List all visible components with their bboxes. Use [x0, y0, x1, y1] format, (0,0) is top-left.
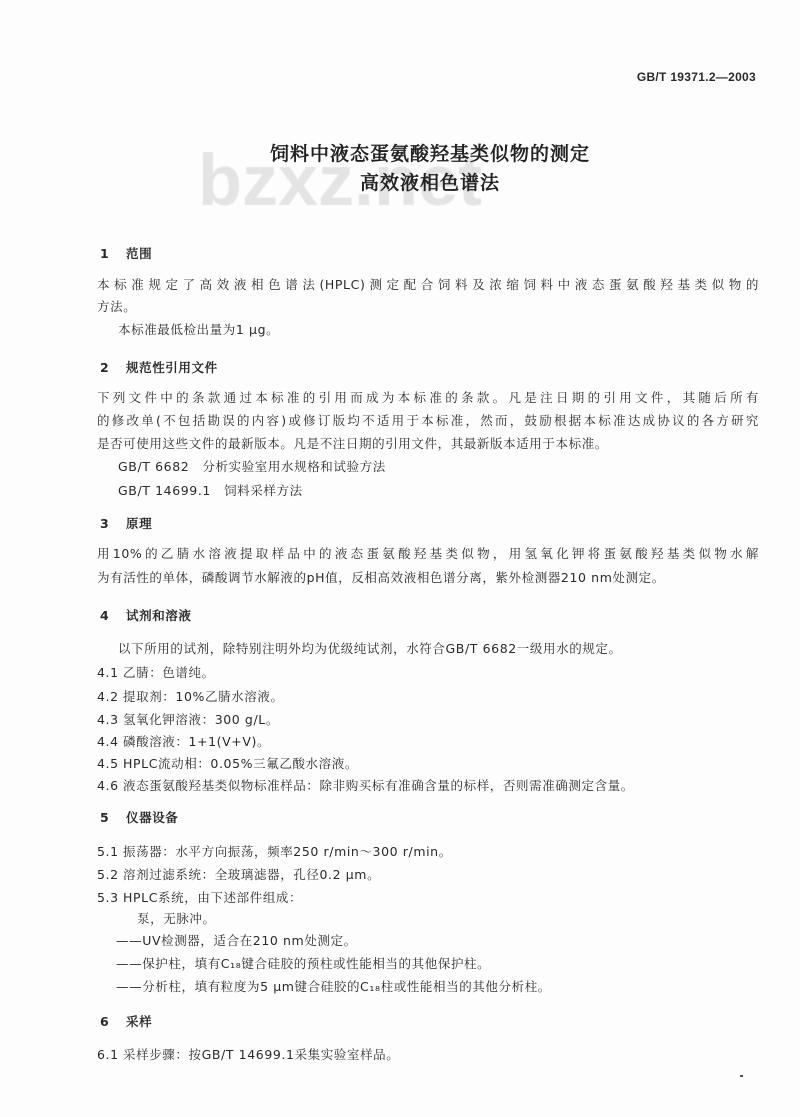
section-heading-2: 2 规范性引用文件 [100, 360, 218, 375]
list-item: 4.3 氢氧化钾溶液：300 g/L。 [97, 712, 279, 727]
list-item: 5.2 溶剂过滤系统：全玻璃滤器，孔径0.2 μm。 [97, 867, 381, 882]
sub-item: ——UV检测器，适合在210 nm处测定。 [116, 933, 357, 948]
section-heading-1: 1 范围 [100, 246, 153, 261]
list-item: 4.5 HPLC流动相：0.05%三氟乙酸水溶液。 [97, 756, 358, 771]
reference-item: GB/T 6682 分析实验室用水规格和试验方法 [118, 459, 386, 474]
list-item: 4.2 提取剂：10%乙腈水溶液。 [97, 689, 284, 704]
section-heading-4: 4 试剂和溶液 [100, 608, 192, 623]
section-heading-5: 5 仪器设备 [100, 810, 179, 825]
standard-number: GB/T 19371.2—2003 [636, 70, 756, 84]
scan-speck [740, 1075, 743, 1077]
paragraph-line: 方法。 [97, 299, 137, 314]
paragraph-line: 本标准最低检出量为1 μg。 [118, 322, 280, 337]
list-item: 4.4 磷酸溶液：1+1(V+V)。 [97, 734, 271, 749]
section-heading-3: 3 原理 [100, 516, 153, 531]
paragraph-line: 用10%的乙腈水溶液提取样品中的液态蛋氨酸羟基类似物，用氢氧化钾将蛋氨酸羟基类似物水解 [97, 546, 759, 561]
document-title: 饲料中液态蛋氨酸羟基类似物的测定 [269, 143, 590, 165]
list-item: 4.6 液态蛋氨酸羟基类似物标准样品：除非购买标有准确含量的标样，否则需准确测定含量。 [97, 778, 634, 793]
sub-item: ——保护柱，填有C₁₈键合硅胶的预柱或性能相当的其他保护柱。 [116, 956, 491, 971]
list-item: 4.1 乙腈：色谱纯。 [97, 665, 215, 680]
document-subtitle: 高效液相色谱法 [359, 172, 500, 194]
paragraph-line: 的修改单(不包括勘误的内容)或修订版均不适用于本标准，然而，鼓励根据本标准达成协议的各方研究 [97, 413, 759, 428]
paragraph-line: 下列文件中的条款通过本标准的引用而成为本标准的条款。凡是注日期的引用文件，其随后所有 [97, 390, 759, 405]
paragraph-line: 是否可使用这些文件的最新版本。凡是不注日期的引用文件，其最新版本适用于本标准。 [97, 436, 608, 451]
reference-item: GB/T 14699.1 饲料采样方法 [118, 483, 303, 498]
paragraph-line: 为有活性的单体，磷酸调节水解液的pH值，反相高效液相色谱分离，紫外检测器210 nm处测定。 [97, 570, 665, 585]
sub-item: 泵，无脉冲。 [137, 911, 216, 926]
sub-item: ——分析柱，填有粒度为5 μm键合硅胶的C₁₈柱或性能相当的其他分析柱。 [116, 979, 551, 994]
paragraph-line: 本标准规定了高效液相色谱法(HPLC)测定配合饲料及浓缩饲料中液态蛋氨酸羟基类似物的 [97, 277, 759, 292]
list-item: 5.3 HPLC系统，由下述部件组成： [97, 890, 303, 905]
list-item: 5.1 振荡器：水平方向振荡，频率250 r/min～300 r/min。 [97, 844, 452, 859]
paragraph-line: 以下所用的试剂，除特别注明外均为优级纯试剂，水符合GB/T 6682一级用水的规定。 [118, 641, 622, 656]
list-item: 6.1 采样步骤：按GB/T 14699.1采集实验室样品。 [97, 1047, 400, 1062]
section-heading-6: 6 采样 [100, 1014, 153, 1029]
